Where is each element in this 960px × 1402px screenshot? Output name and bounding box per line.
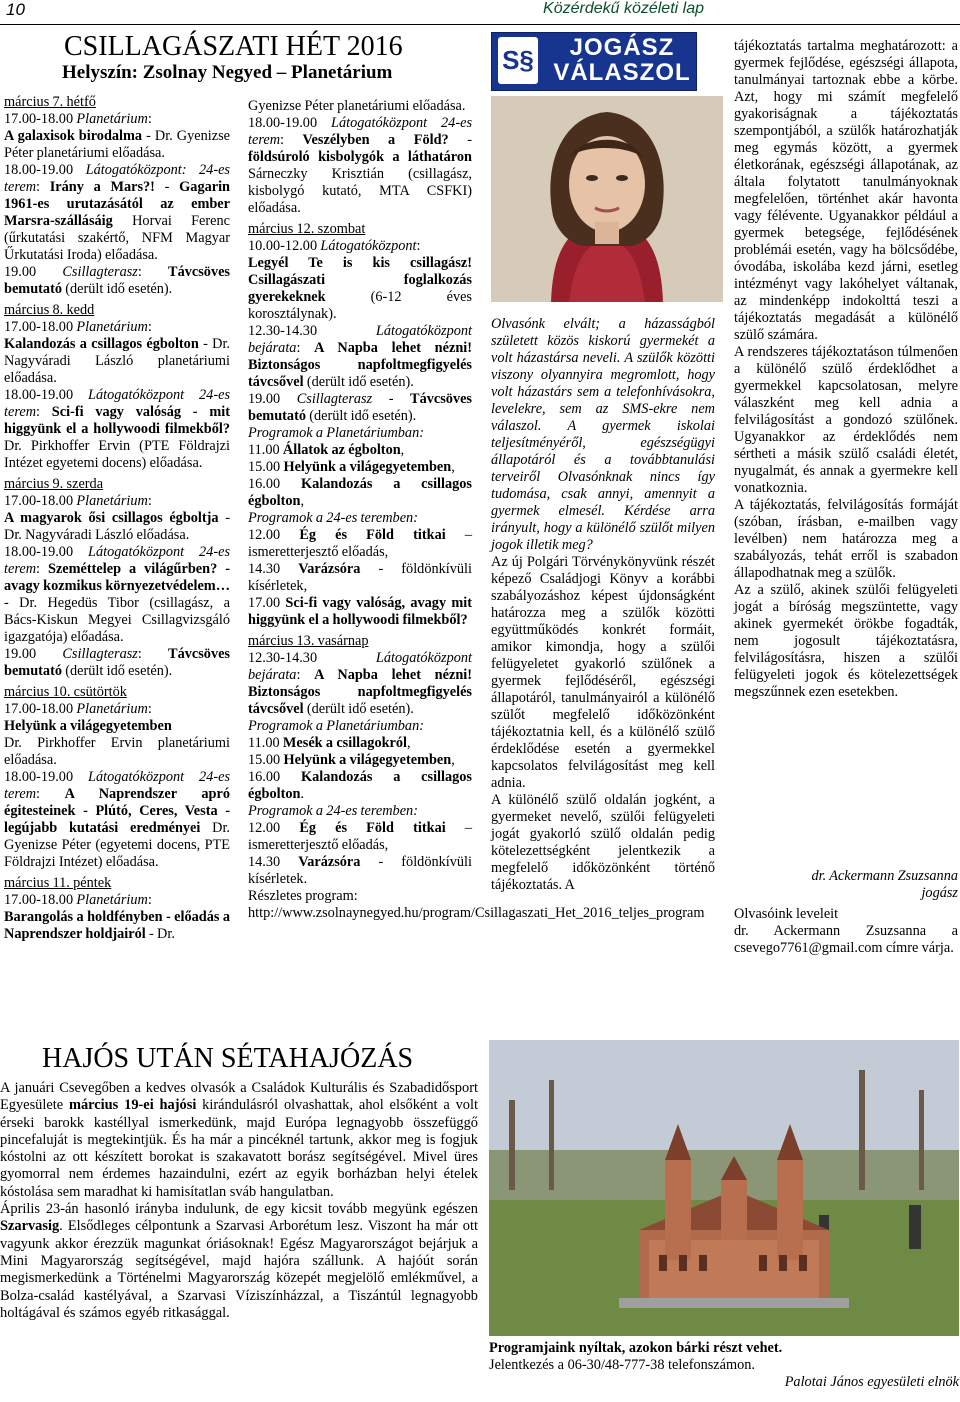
text-run: Gagarin 1961-es urutazásától az ember Marsra-szállásáig bbox=[4, 179, 231, 229]
paragraph bbox=[0, 1080, 478, 1201]
text-run: (6-12 éves korosztálynak). bbox=[248, 289, 472, 322]
astro-column-1 bbox=[4, 94, 230, 943]
text-run: 12.30-14.30 bbox=[248, 323, 376, 339]
text-run: Látogatóközpont 24-es terem bbox=[4, 769, 231, 802]
program-entry bbox=[248, 238, 472, 255]
text-run: Horvai Ferenc (űrkutatási szakértő, NFM Magyar Űrkutatási Iroda) előadása. bbox=[4, 213, 230, 263]
text-run: - bbox=[154, 179, 180, 195]
text-run: (derült idő esetén). bbox=[61, 281, 173, 297]
photo-illustration bbox=[489, 1040, 959, 1336]
jogasz-title-line2: VÁLASZOL bbox=[553, 59, 691, 86]
hajos-title: HAJÓS UTÁN SÉTAHAJÓZÁS bbox=[42, 1043, 414, 1074]
text-run: - Dr. bbox=[145, 926, 175, 942]
text-run: 17.00 bbox=[248, 595, 286, 611]
program-date: március 9. szerda bbox=[4, 476, 104, 492]
text-run: 16.00 bbox=[248, 769, 301, 785]
text-run: Olvasónk elvált; a házasságból született közös kiskorú gyermekét a volt házastársa neveli. A szülők közötti viszony olyannyira megromlott, hogy volt házastárs sem a telefonhívásokra, levelekre, sem az SMS-ekre nem válaszol. A gyermek iskolai teljesítményéről, egészségügyi állapotáról és a továbbtanulási terveiről Olvasónknak nincs így tudomása, csak annyi, amennyit a gyermek elmesél. Kérdése arra irányult, hogy a különélő szülőt milyen jogok illetik meg? bbox=[491, 316, 715, 553]
text-run: Mesék a csillagokról bbox=[282, 735, 408, 751]
lawyer-portrait-photo bbox=[491, 96, 723, 302]
text-run: : bbox=[147, 701, 152, 717]
text-run: 14.30 bbox=[248, 561, 299, 577]
text-run: : bbox=[147, 892, 152, 908]
text-run: - Dr. Gyenizse Péter planetáriumi előadása. bbox=[4, 128, 231, 161]
text-run: : bbox=[147, 493, 152, 509]
program-entry bbox=[4, 111, 230, 128]
text-run: Legyél Te is kis csillagász! Csillagászati foglalkozás gyerekeknek bbox=[248, 255, 472, 305]
text-run: Dr. Pirkhoffer Ervin (PTE Földrajzi Intézet egyetemi docens) előadása. bbox=[4, 438, 230, 471]
text-run: Programok a 24-es teremben: bbox=[248, 803, 418, 819]
text-run: 11.00 bbox=[248, 442, 283, 458]
text-run: tájékoztatás tartalma meghatározott: a gyermek fejlődése, egészségi állapota, tanulmányai tartoznak ebbe a körbe. Azt, hogy mi számít megfelelő gyakoriságnak a tájékoztatás szempontjából, a szülők határozhatják meg egymás között, a gyermek életkorának, egészségi állapotának, az általa folytatott tanulmányoknak megfelelően, történhet akár havonta vagy félévente. Ugyanakkor például a gyermek betegsége, fejlődésének problémái esetén, vagy ha bölcsődébe, óvodába, iskolába kezd járni, esetleg intézményt vagy lakóhelyet váltanak, az mindenképp indokolttá teszi a tájékoztatás megadását a különélő szülő számára. bbox=[734, 38, 958, 343]
text-run: Látogatóközpont 24-es terem bbox=[4, 544, 231, 577]
text-run: Irány a Mars?! bbox=[49, 179, 155, 195]
program-entry bbox=[248, 752, 472, 769]
text-run: Sárneczky Krisztián (csillagász, kisbolygó kutató, MTA CSFKI) előadása. bbox=[248, 166, 472, 216]
program-entry bbox=[4, 701, 230, 718]
text-run: 15.00 bbox=[248, 459, 284, 475]
text-run: (derült idő esetén). bbox=[303, 701, 414, 717]
text-run: : bbox=[36, 786, 65, 802]
caption-line1: Programjaink nyíltak, azokon bárki részt vehet. bbox=[489, 1340, 783, 1356]
program-entry bbox=[248, 905, 705, 922]
program-entry bbox=[4, 387, 230, 472]
program-entry bbox=[248, 650, 472, 718]
text-run: 19.00 bbox=[248, 391, 297, 407]
text-run: . Elsődleges célpontunk a Szarvasi Arborétum lesz. Viszont ha már ott vagyunk akkor érezzük magunkat óriásoknak! Egész Magyarországot bejárjuk a Mini Magyarország segítségével, majd hajóra szállunk. A hajóút során megismerkedünk a Történelmi Magyarország közepét megjelölő emlékművel, a Bolza-család kastélyával, a Szarvasi Víziszínházzal, a Tiszántúl legnagyobb holtágával és számos egyéb ritkasággal. bbox=[0, 1218, 478, 1321]
text-run: : bbox=[296, 340, 315, 356]
jogasz-column-1 bbox=[491, 316, 715, 894]
text-run: A galaxisok birodalma bbox=[4, 128, 143, 144]
text-run: Távcsöves bemutató bbox=[4, 264, 230, 297]
program-entry bbox=[248, 425, 472, 442]
program-entry bbox=[248, 820, 472, 854]
text-run: Látogatóközpont: 24-es terem bbox=[4, 162, 230, 195]
paragraph bbox=[491, 554, 715, 792]
text-run: Varázsóra bbox=[298, 561, 361, 577]
text-run: A magyarok ősi csillagos égboltja bbox=[4, 510, 219, 526]
text-run: 10.00-12.00 bbox=[248, 238, 321, 254]
text-run: 14.30 bbox=[248, 854, 299, 870]
caption-line2: Jelentkezés a 06-30/48-777-38 telefonszámon. bbox=[489, 1357, 755, 1373]
program-entry bbox=[4, 646, 230, 680]
text-run: 12.00 bbox=[248, 527, 300, 543]
text-run: 18.00-19.00 bbox=[4, 387, 89, 403]
program-date: március 11. péntek bbox=[4, 875, 112, 891]
program-entry bbox=[4, 336, 230, 387]
text-run: : bbox=[147, 111, 152, 127]
signature-name: dr. Ackermann Zsuzsanna bbox=[811, 868, 958, 884]
text-run: március 19-ei hajósi bbox=[68, 1097, 197, 1114]
text-run: . bbox=[300, 786, 305, 802]
text-run: (derült idő esetén). bbox=[61, 663, 173, 679]
program-entry bbox=[248, 561, 472, 595]
text-run: 17.00-18.00 bbox=[4, 493, 77, 509]
text-run: A rendszeres tájékoztatáson túlmenően a különélő szülő érdeklődhet a gyermekkel kapcsolatosan, melyre válaszként meg kell adnia a felvilágosítást a gondozó szülőnek. Ugyanakkor az érdeklődés nem sértheti a másik szülő családi életét, nyugalmát, és annak a gyermekre kell vonatkoznia. bbox=[734, 344, 958, 496]
text-run: Sci-fi vagy valóság - mit higgyünk el a hollywoodi filmekből? bbox=[4, 404, 230, 437]
text-run: : bbox=[416, 238, 421, 254]
jogasz-signature bbox=[734, 868, 958, 957]
text-run: 19.00 bbox=[4, 264, 63, 280]
text-run: : bbox=[36, 179, 50, 195]
text-run: Látogatóközpont bbox=[320, 238, 417, 254]
paragraph bbox=[0, 1201, 478, 1322]
text-run: , bbox=[451, 459, 455, 475]
program-date: március 13. vasárnap bbox=[248, 633, 369, 649]
text-run: Programok a 24-es teremben: bbox=[248, 510, 418, 526]
text-run: Ég és Föld titkai bbox=[299, 527, 446, 543]
text-run: Helyünk a világegyetemben bbox=[4, 718, 172, 734]
text-run: , bbox=[407, 735, 411, 751]
text-run: Dr. Pirkhoffer Ervin planetáriumi előadása. bbox=[4, 735, 230, 768]
text-run: Kalandozás a csillagos égbolton bbox=[248, 769, 472, 802]
text-run: Az a szülő, akinek szülői felügyeleti jogát a bíróság megszüntette, vagy akinek gyermekét örökbe fogadták, nem jogosult tájékoztatásra, felvilágosításra, hiszen a szülői felügyeleti jogok és kötelezettségek megszűnnek ezen esetekben. bbox=[734, 582, 958, 700]
paragraph bbox=[734, 344, 958, 497]
text-run: Távcsöves bemutató bbox=[4, 646, 230, 679]
program-entry bbox=[4, 510, 230, 544]
caption-sign: Palotai János egyesületi elnök bbox=[784, 1374, 959, 1390]
text-run: – ismeretterjesztő előadás, bbox=[248, 820, 472, 853]
page-number: 10 bbox=[6, 0, 25, 19]
text-run: Planetárium bbox=[76, 111, 148, 127]
text-run: - földönkívüli kísérletek. bbox=[248, 854, 472, 887]
text-run: : bbox=[147, 319, 152, 335]
text-run: Ég és Föld titkai bbox=[299, 820, 446, 836]
text-run: 18.00-19.00 bbox=[4, 544, 89, 560]
text-run: Kalandozás a csillagos égbolton bbox=[248, 476, 472, 509]
astro-venue: Helyszín: Zsolnay Negyed – Planetárium bbox=[62, 62, 393, 83]
text-run: Szeméttelep a világűrben? - avagy kozmikus környezetvédelem… bbox=[4, 561, 230, 594]
program-date: március 12. szombat bbox=[248, 221, 366, 237]
text-run: , bbox=[300, 493, 305, 509]
paragraph bbox=[491, 316, 715, 554]
header-rule bbox=[0, 24, 960, 25]
text-run: – ismeretterjesztő előadás, bbox=[248, 527, 472, 560]
journal-name: Közérdekű közéleti lap bbox=[543, 0, 704, 17]
text-run: Planetárium bbox=[76, 701, 148, 717]
text-run: : bbox=[296, 667, 315, 683]
paragraph bbox=[491, 792, 715, 894]
program-entry bbox=[248, 98, 472, 115]
text-run: A januári Csevegőben a kedves olvasók a Családok Kulturális és Szabadidősport Egyesülete bbox=[0, 1080, 478, 1114]
text-run: 18.00-19.00 bbox=[4, 162, 86, 178]
text-run: http://www.zsolnaynegyed.hu/program/Csillagaszati_Het_2016_teljes_program bbox=[248, 905, 705, 921]
text-run: Gyenizse Péter planetáriumi előadása. bbox=[248, 98, 466, 114]
program-entry bbox=[4, 718, 230, 735]
program-entry bbox=[248, 769, 472, 803]
program-entry bbox=[248, 255, 472, 323]
text-run: Programok a Planetáriumban: bbox=[248, 718, 424, 734]
reader-line1: Olvasóink leveleit bbox=[734, 906, 839, 922]
jogasz-title-line1: JOGÁSZ bbox=[569, 34, 675, 61]
text-run: Csillagterasz bbox=[296, 391, 373, 407]
text-run: , bbox=[451, 752, 455, 768]
program-entry bbox=[248, 115, 472, 217]
paragraph bbox=[734, 582, 958, 701]
text-run: Részletes program: bbox=[248, 888, 358, 904]
astro-title: CSILLAGÁSZATI HÉT 2016 bbox=[64, 31, 403, 62]
text-run: Barangolás a holdfényben - előadás a Naprendszer holdjairól bbox=[4, 909, 230, 942]
program-entry bbox=[248, 718, 472, 735]
text-run: Helyünk a világegyetemben bbox=[283, 752, 452, 768]
text-run: 17.00-18.00 bbox=[4, 701, 77, 717]
text-run: : bbox=[280, 132, 303, 148]
text-run: 12.30-14.30 bbox=[248, 650, 376, 666]
text-run: : bbox=[137, 646, 169, 662]
text-run: : bbox=[137, 264, 169, 280]
text-run: 16.00 bbox=[248, 476, 301, 492]
program-entry bbox=[4, 769, 230, 871]
photo-caption bbox=[489, 1340, 959, 1391]
text-run: Április 23-án hasonló irányba indulunk, de egy kicsit tovább megyünk egészen bbox=[0, 1201, 478, 1218]
jogasz-column-2 bbox=[734, 38, 958, 701]
program-entry bbox=[4, 735, 230, 769]
program-entry bbox=[4, 493, 230, 510]
program-date: március 10. csütörtök bbox=[4, 684, 127, 700]
paragraph bbox=[734, 497, 958, 582]
program-entry bbox=[248, 527, 472, 561]
program-entry bbox=[248, 803, 472, 820]
text-run: Látogatóközpont 24-es terem bbox=[248, 115, 473, 148]
text-run: Szarvasig bbox=[0, 1218, 60, 1235]
text-run: - Dr. Hegedüs Tibor (csillagász, a Bács-Kiskun Megyei Csillagvizsgáló igazgatója) előadása. bbox=[4, 595, 230, 645]
text-run: 12.00 bbox=[248, 820, 300, 836]
text-run: : bbox=[36, 404, 52, 420]
program-entry bbox=[248, 323, 472, 391]
text-run: (derült idő esetén). bbox=[303, 374, 414, 390]
text-run: 15.00 bbox=[248, 752, 284, 768]
program-entry bbox=[4, 909, 230, 943]
text-run: Csillagterasz bbox=[62, 264, 138, 280]
program-entry bbox=[4, 128, 230, 162]
program-entry bbox=[248, 510, 472, 527]
jogasz-valaszol-banner bbox=[491, 32, 697, 91]
text-run: Dr. Gyenizse Péter (egyetemi docens, PTE Földrajzi Intézet) előadása. bbox=[4, 820, 230, 870]
text-run: Sci-fi vagy valóság, avagy mit higgyünk el a hollywoodi filmekből? bbox=[248, 595, 472, 628]
program-date: március 7. hétfő bbox=[4, 94, 96, 110]
text-run: Látogatóközpont 24-es terem bbox=[4, 387, 231, 420]
text-run: - bbox=[448, 132, 472, 148]
program-entry bbox=[4, 264, 230, 298]
program-entry bbox=[248, 476, 472, 510]
text-run: Látogatóközpont bejárata bbox=[248, 650, 472, 683]
text-run: 19.00 bbox=[4, 646, 63, 662]
text-run: A különélő szülő oldalán jogként, a gyermeket nevelő, szülői felügyeleti jogát gyakorló szülő oldalán pedig kötelezettségként jelentkezik a megfelelő időközönként történő tájékoztatás. A bbox=[491, 792, 715, 893]
program-entry bbox=[4, 892, 230, 909]
text-run: földsúroló kisbolygók a láthatáron bbox=[248, 149, 472, 165]
program-entry bbox=[248, 595, 472, 629]
program-entry bbox=[248, 391, 472, 425]
text-run: 18.00-19.00 bbox=[248, 115, 332, 131]
text-run: Programok a Planetáriumban: bbox=[248, 425, 424, 441]
text-run: Állatok az égbolton bbox=[282, 442, 401, 458]
text-run: Varázsóra bbox=[298, 854, 361, 870]
text-run: , bbox=[400, 442, 405, 458]
reader-line2: dr. Ackermann Zsuzsanna a csevego7761@gmail.com címre várja. bbox=[734, 923, 958, 956]
text-run: Kalandozás a csillagos égbolton bbox=[4, 336, 199, 352]
program-entry bbox=[248, 735, 472, 752]
text-run: 17.00-18.00 bbox=[4, 892, 77, 908]
text-run: 18.00-19.00 bbox=[4, 769, 89, 785]
text-run: - földönkívüli kísérletek, bbox=[248, 561, 472, 594]
program-entry bbox=[4, 544, 230, 646]
hajos-text bbox=[0, 1080, 478, 1322]
text-run: Az új Polgári Törvénykönyvünk részét képező Családjogi Könyv a korábbi szabályozáshoz képest újdonságként határozza meg a szülők közötti együttműködés konkrét formáit, amikor kimondja, hogy a szülői felügyeletet gyakorló szülőnek a gyermek fejlődéséről, egészségi állapotáról, tanulmányairól a különélő szülőt megfelelő időközönként tájékoztatnia kell, és a különélő szülő érdeklődése esetén a gyermekkel kapcsolatos felvilágosítást meg kell adnia. bbox=[491, 554, 715, 791]
text-run: Planetárium bbox=[76, 319, 148, 335]
text-run: A tájékoztatás, felvilágosítás formáját (szóban, írásban, e-mailben vagy levélben) nem határozza meg a szabályozás, tehát erről is szabadon állapodhatnak meg a szülők. bbox=[734, 497, 958, 581]
text-run: Planetárium bbox=[76, 493, 148, 509]
program-entry bbox=[4, 319, 230, 336]
program-entry bbox=[248, 442, 472, 459]
text-run: A Napba lehet nézni! Biztonságos napfoltmegfigyelés távcsővel bbox=[248, 667, 473, 717]
text-run: - Dr. Nagyváradi László planetáriumi előadása. bbox=[4, 336, 230, 386]
text-run: Planetárium bbox=[76, 892, 148, 908]
text-run: : bbox=[36, 561, 48, 577]
text-run: Veszélyben a Föld? bbox=[302, 132, 449, 148]
portrait-illustration bbox=[491, 96, 723, 302]
text-run: Látogatóközpont bejárata bbox=[248, 323, 472, 356]
program-entry bbox=[248, 459, 472, 476]
program-entry bbox=[248, 888, 472, 905]
law-logo-icon: S§ bbox=[498, 37, 538, 84]
text-run: 17.00-18.00 bbox=[4, 111, 77, 127]
text-run: - bbox=[372, 391, 411, 407]
text-run: Helyünk a világegyetemben bbox=[283, 459, 452, 475]
program-entry bbox=[248, 854, 472, 888]
text-run: A Naprendszer apró égitesteinek - Plútó, Ceres, Vesta - legújabb kutatási eredményei bbox=[4, 786, 230, 836]
text-run: - Dr. Nagyváradi László előadása. bbox=[4, 510, 230, 543]
text-run: 11.00 bbox=[248, 735, 283, 751]
text-run: kirándulásról olvashattak, ahol elsőként a volt érseki barokk kastéllyal ismerkedünk, majd Európa legnagyobb összefüggő pincefaluját is megtekintjük. És ha már a pincéknél tartunk, akkor meg is fogjuk kóstolni az ott készített borokat is szakavatott borász segítségével. Mivel üres gyomorral nem érdemes hazaindulni, ezért az egyik borházban helyi ételek kóstolása sem maradhat ki hamisítatlan sváb hangulatban. bbox=[0, 1097, 478, 1200]
text-run: A Napba lehet nézni! Biztonságos napfoltmegfigyelés távcsővel bbox=[248, 340, 473, 390]
paragraph bbox=[734, 38, 958, 344]
program-entry bbox=[4, 162, 230, 264]
text-run: Távcsöves bemutató bbox=[248, 391, 472, 424]
signature-role: jogász bbox=[921, 885, 958, 901]
program-date: március 8. kedd bbox=[4, 302, 95, 318]
text-run: 17.00-18.00 bbox=[4, 319, 77, 335]
text-run: (derült idő esetén). bbox=[305, 408, 417, 424]
mini-hungary-photo bbox=[489, 1040, 959, 1336]
text-run: Csillagterasz bbox=[62, 646, 138, 662]
